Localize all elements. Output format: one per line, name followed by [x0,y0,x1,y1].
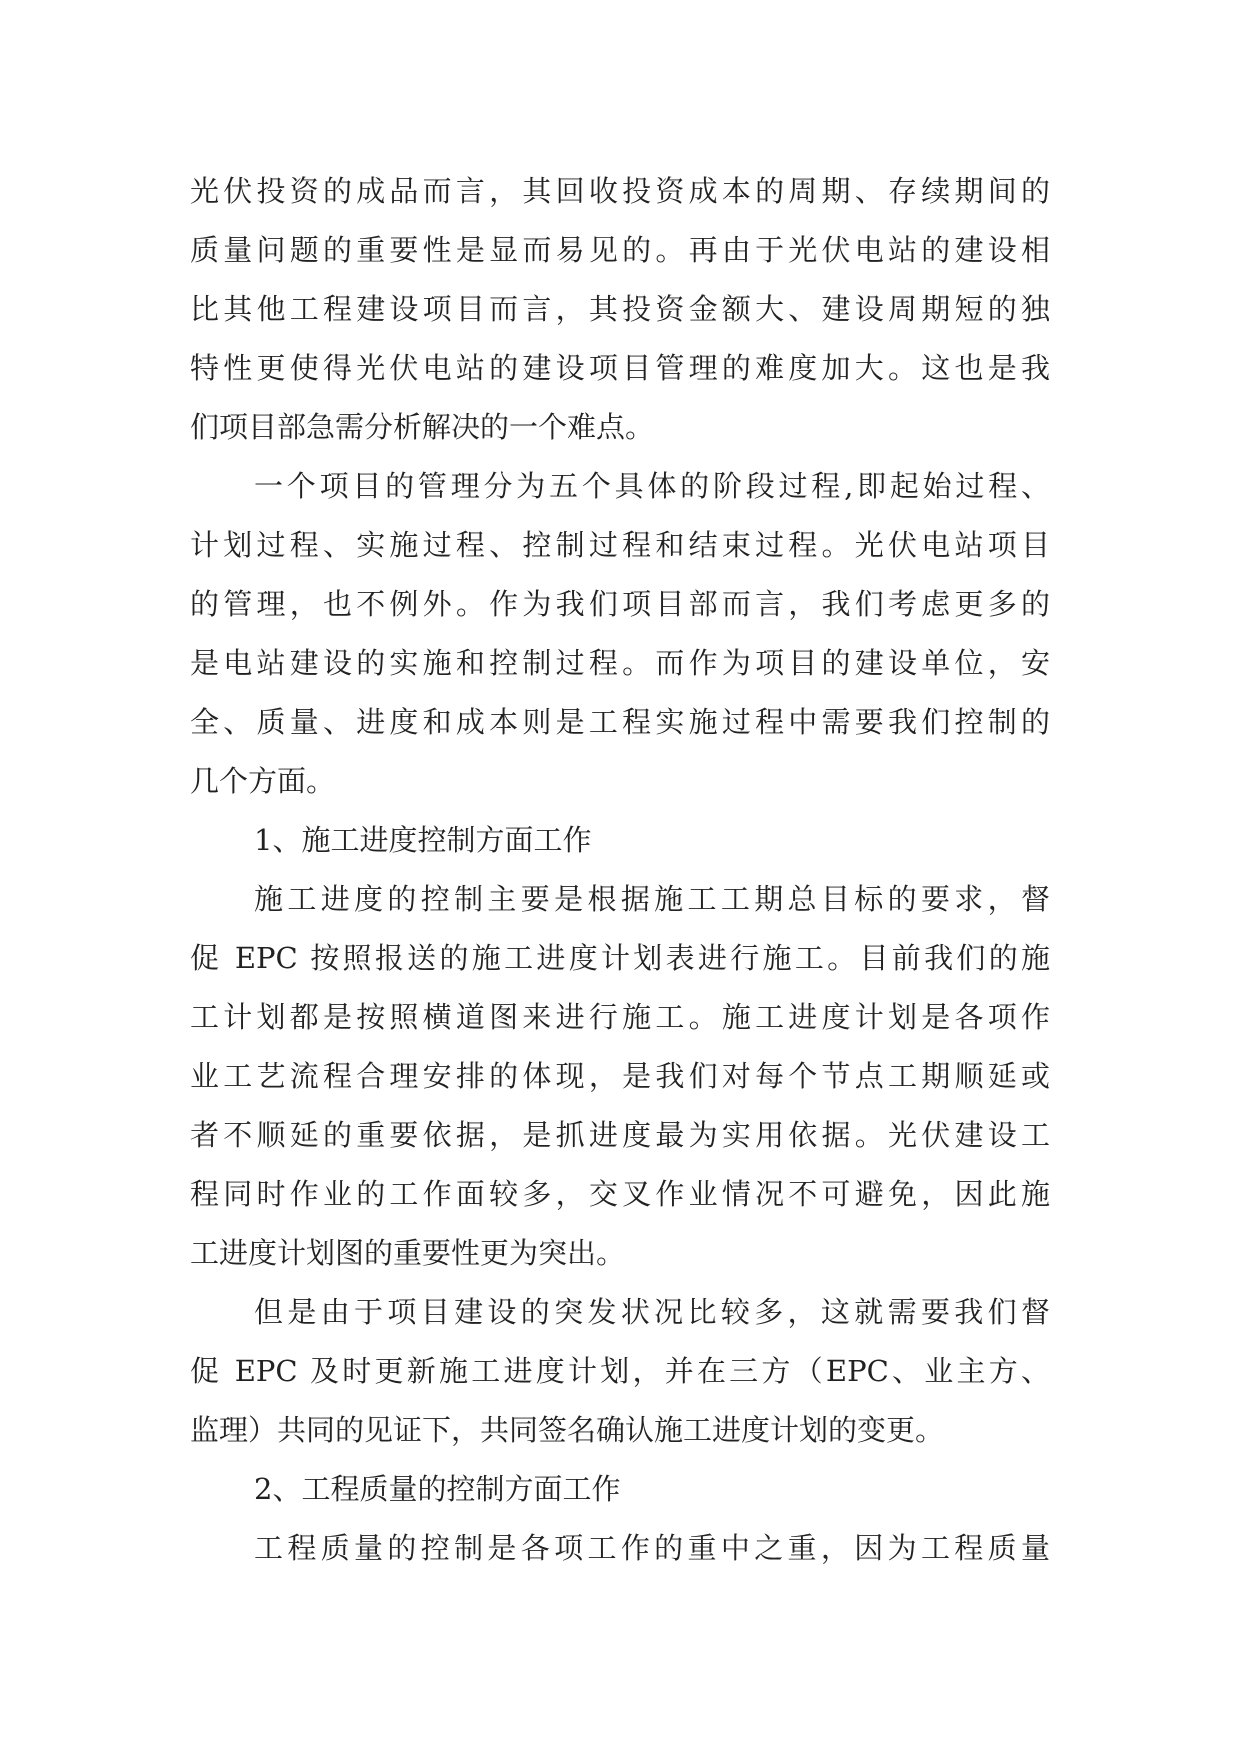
paragraph-start: 工程质量的控制是各项工作的重中之重，因为工程质量 [254,1531,1050,1565]
body-line: 工计划都是按照横道图来进行施工。施工进度计划是各项作 [190,1000,1050,1034]
body-line: 促 EPC 及时更新施工进度计划，并在三方（EPC、业主方、 [190,1354,1050,1388]
body-line: 的管理，也不例外。作为我们项目部而言，我们考虑更多的 [190,587,1050,621]
body-line: 计划过程、实施过程、控制过程和结束过程。光伏电站项目 [190,528,1050,562]
body-line: 质量问题的重要性是显而易见的。再由于光伏电站的建设相 [190,233,1050,267]
paragraph-start: 但是由于项目建设的突发状况比较多，这就需要我们督 [254,1295,1050,1329]
section-heading: 2、工程质量的控制方面工作 [254,1472,621,1506]
section-heading: 1、施工进度控制方面工作 [254,823,592,857]
body-line: 比其他工程建设项目而言，其投资金额大、建设周期短的独 [190,292,1050,326]
body-line: 工进度计划图的重要性更为突出。 [190,1236,626,1270]
body-line: 全、质量、进度和成本则是工程实施过程中需要我们控制的 [190,705,1050,739]
body-line: 几个方面。 [190,764,336,798]
body-line: 们项目部急需分析解决的一个难点。 [190,410,655,444]
body-line: 程同时作业的工作面较多，交叉作业情况不可避免，因此施 [190,1177,1050,1211]
body-line: 光伏投资的成品而言，其回收投资成本的周期、存续期间的 [190,174,1050,208]
body-line: 业工艺流程合理安排的体现，是我们对每个节点工期顺延或 [190,1059,1050,1093]
body-line: 促 EPC 按照报送的施工进度计划表进行施工。目前我们的施 [190,941,1050,975]
body-line: 监理）共同的见证下，共同签名确认施工进度计划的变更。 [190,1413,945,1447]
body-line: 者不顺延的重要依据，是抓进度最为实用依据。光伏建设工 [190,1118,1050,1152]
document-body [190,162,1050,1578]
paragraph-start: 施工进度的控制主要是根据施工工期总目标的要求，督 [254,882,1050,916]
body-line: 特性更使得光伏电站的建设项目管理的难度加大。这也是我 [190,351,1050,385]
body-line: 是电站建设的实施和控制过程。而作为项目的建设单位，安 [190,646,1050,680]
paragraph-start: 一个项目的管理分为五个具体的阶段过程,即起始过程、 [254,469,1050,503]
